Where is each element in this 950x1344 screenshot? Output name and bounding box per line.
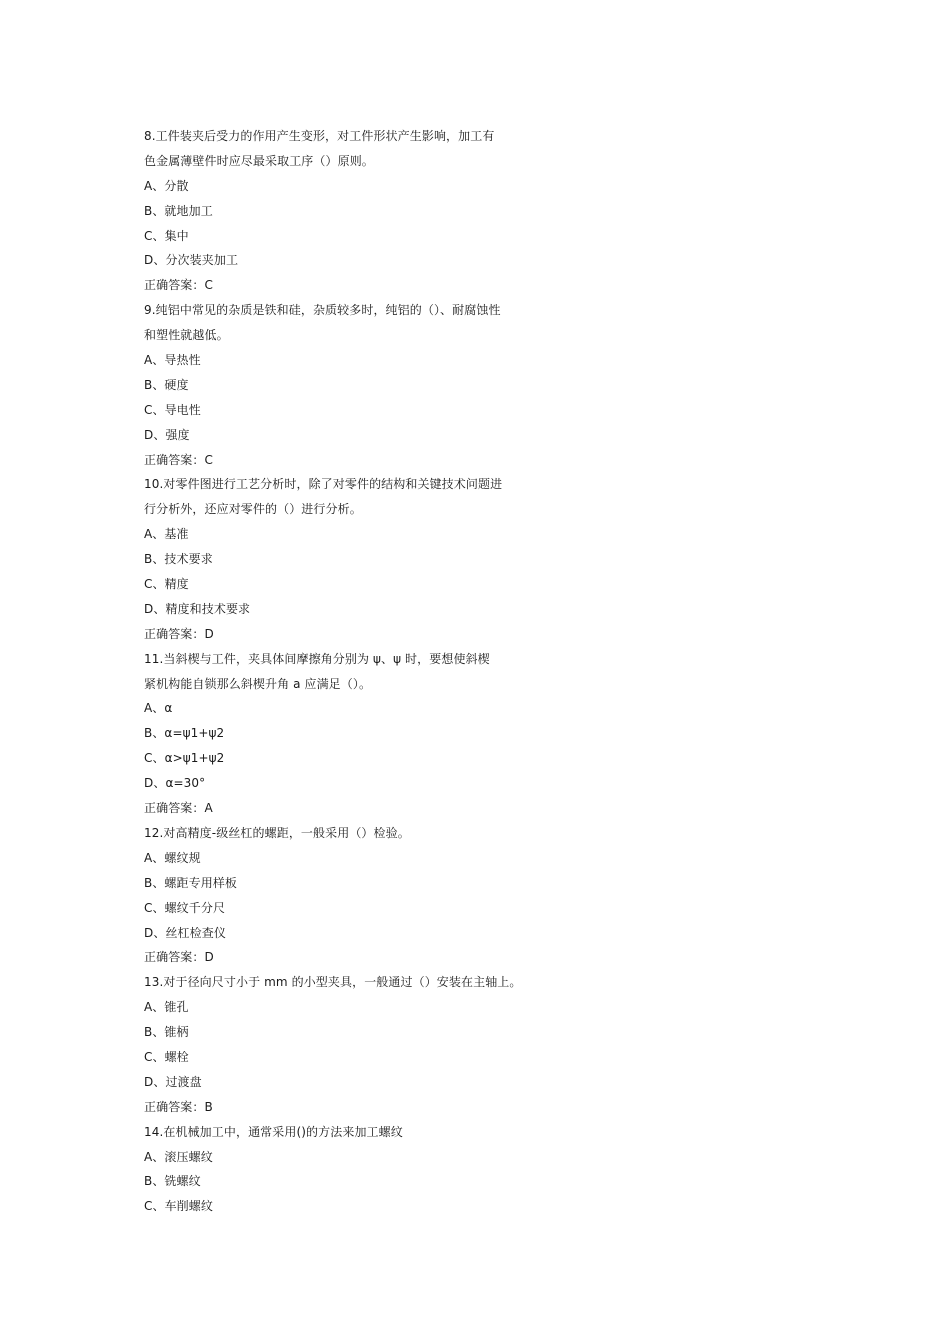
question-11-stem-line-1: 11.当斜楔与工件，夹具体间摩擦角分别为 ψ、ψ 时，要想使斜楔 xyxy=(144,651,490,666)
question-10-stem-line-2: 行分析外，还应对零件的（）进行分析。 xyxy=(144,502,362,517)
question-14-option-c: C、车削螺纹 xyxy=(144,1199,213,1214)
question-12-option-a: A、螺纹规 xyxy=(144,850,201,865)
question-12-option-b: B、螺距专用样板 xyxy=(144,875,238,890)
question-13-option-c: C、螺栓 xyxy=(144,1049,189,1064)
question-11-answer: 正确答案：A xyxy=(144,801,213,816)
question-12-option-c: C、螺纹千分尺 xyxy=(144,900,226,915)
question-8-option-c: C、集中 xyxy=(144,228,189,243)
question-14-option-a: A、滚压螺纹 xyxy=(144,1149,213,1164)
question-9-option-a: A、导热性 xyxy=(144,353,201,368)
question-8-option-b: B、就地加工 xyxy=(144,203,213,218)
question-8-option-a: A、分散 xyxy=(144,178,189,193)
question-11-option-a: A、α xyxy=(144,701,173,716)
question-8-option-d: D、分次装夹加工 xyxy=(144,253,239,268)
question-11-stem-line-2: 紧机构能自锁那么斜楔升角 a 应满足（）。 xyxy=(144,676,372,691)
question-10-option-b: B、技术要求 xyxy=(144,552,213,567)
question-12-option-d: D、丝杠检查仪 xyxy=(144,925,226,940)
question-9-answer: 正确答案：C xyxy=(144,452,213,467)
question-12-answer: 正确答案：D xyxy=(144,950,214,965)
question-10-stem-line-1: 10.对零件图进行工艺分析时，除了对零件的结构和关键技术问题进 xyxy=(144,477,503,492)
question-13-answer: 正确答案：B xyxy=(144,1099,213,1114)
question-9-option-d: D、强度 xyxy=(144,427,190,442)
question-13-option-b: B、锥柄 xyxy=(144,1025,189,1040)
question-10-answer: 正确答案：D xyxy=(144,626,214,641)
question-11-option-d: D、α=30° xyxy=(144,776,206,791)
question-8-answer: 正确答案：C xyxy=(144,278,213,293)
question-10-option-a: A、基准 xyxy=(144,527,189,542)
question-9-option-c: C、导电性 xyxy=(144,402,201,417)
question-11-option-c: C、α>ψ1+ψ2 xyxy=(144,751,225,766)
question-8-stem-line-2: 色金属薄壁件时应尽最采取工序（）原则。 xyxy=(144,153,374,168)
question-12-stem: 12.对高精度-级丝杠的螺距，一般采用（）检验。 xyxy=(144,825,410,840)
question-9-stem-line-2: 和塑性就越低。 xyxy=(144,328,229,343)
question-10-option-d: D、精度和技术要求 xyxy=(144,601,251,616)
question-14-stem: 14.在机械加工中，通常采用()的方法来加工螺纹 xyxy=(144,1124,403,1139)
question-13-stem: 13.对于径向尺寸小于 mm 的小型夹具，一般通过（）安装在主轴上。 xyxy=(144,975,522,990)
question-9-option-b: B、硬度 xyxy=(144,377,189,392)
question-list xyxy=(144,124,564,1219)
question-13-option-d: D、过渡盘 xyxy=(144,1074,202,1089)
question-8-stem-line-1: 8.工件装夹后受力的作用产生变形，对工件形状产生影响，加工有 xyxy=(144,129,495,143)
question-10-option-c: C、精度 xyxy=(144,577,189,592)
question-9-stem-line-1: 9.纯铝中常见的杂质是铁和硅，杂质较多时，纯铝的（）、耐腐蚀性 xyxy=(144,303,501,318)
question-14-option-b: B、铣螺纹 xyxy=(144,1174,201,1189)
question-13-option-a: A、锥孔 xyxy=(144,1000,189,1015)
question-11-option-b: B、α=ψ1+ψ2 xyxy=(144,726,225,741)
